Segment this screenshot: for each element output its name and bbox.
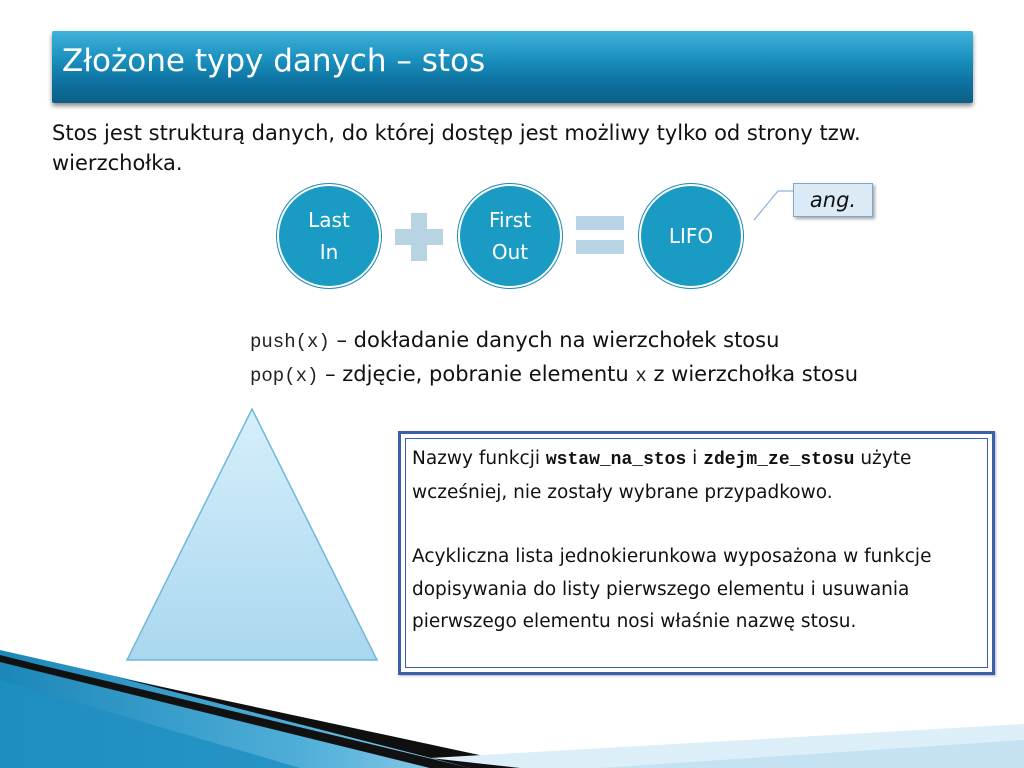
push-text: – dokładanie danych na wierzchołek stosu — [329, 328, 780, 352]
title-bar — [52, 31, 973, 103]
push-definition — [250, 324, 858, 358]
note-text: i — [686, 448, 704, 469]
function-name-pop: zdejm_ze_stosu — [703, 450, 855, 470]
stack-triangle — [124, 406, 380, 664]
lifo-label: LIFO — [668, 224, 714, 248]
first-out-circle — [458, 184, 562, 288]
pop-definition — [250, 358, 858, 392]
pop-code: pop(x) — [250, 365, 319, 387]
push-code: push(x) — [250, 331, 330, 353]
note-paragraph-1 — [412, 443, 981, 509]
decorative-swoosh — [0, 640, 1024, 768]
equals-icon — [576, 216, 624, 256]
plus-icon — [395, 213, 443, 261]
slide-title: Złożone typy danych – stos — [62, 43, 486, 79]
note-text: użyte wcześniej, nie zostały wybrane przypadkowo. — [412, 448, 912, 503]
first-out-label: First Out — [488, 208, 532, 264]
note-paragraph-2: Acykliczna lista jednokierunkowa wyposażona w funkcje dopisywania do listy pierwszego elementu i usuwania pierwszego elementu nosi właśnie nazwę stosu. — [412, 546, 932, 632]
pop-var: x — [635, 365, 647, 387]
pop-text-b: z wierzchołka stosu — [646, 362, 859, 386]
last-in-circle — [277, 184, 381, 288]
definitions — [250, 324, 858, 392]
note-content — [405, 438, 988, 668]
note-text: Nazwy funkcji — [412, 448, 546, 469]
function-name-push: wstaw_na_stos — [545, 450, 687, 470]
callout-ang: ang. — [793, 183, 873, 217]
callout-pointer — [752, 188, 796, 222]
pop-text-a: – zdjęcie, pobranie elementu — [318, 362, 636, 386]
note-box — [398, 431, 995, 675]
last-in-label: Last In — [308, 208, 350, 264]
lifo-circle — [639, 184, 743, 288]
intro-text: Stos jest strukturą danych, do której dostęp jest możliwy tylko od strony tzw. wierzchołka. — [52, 121, 861, 175]
